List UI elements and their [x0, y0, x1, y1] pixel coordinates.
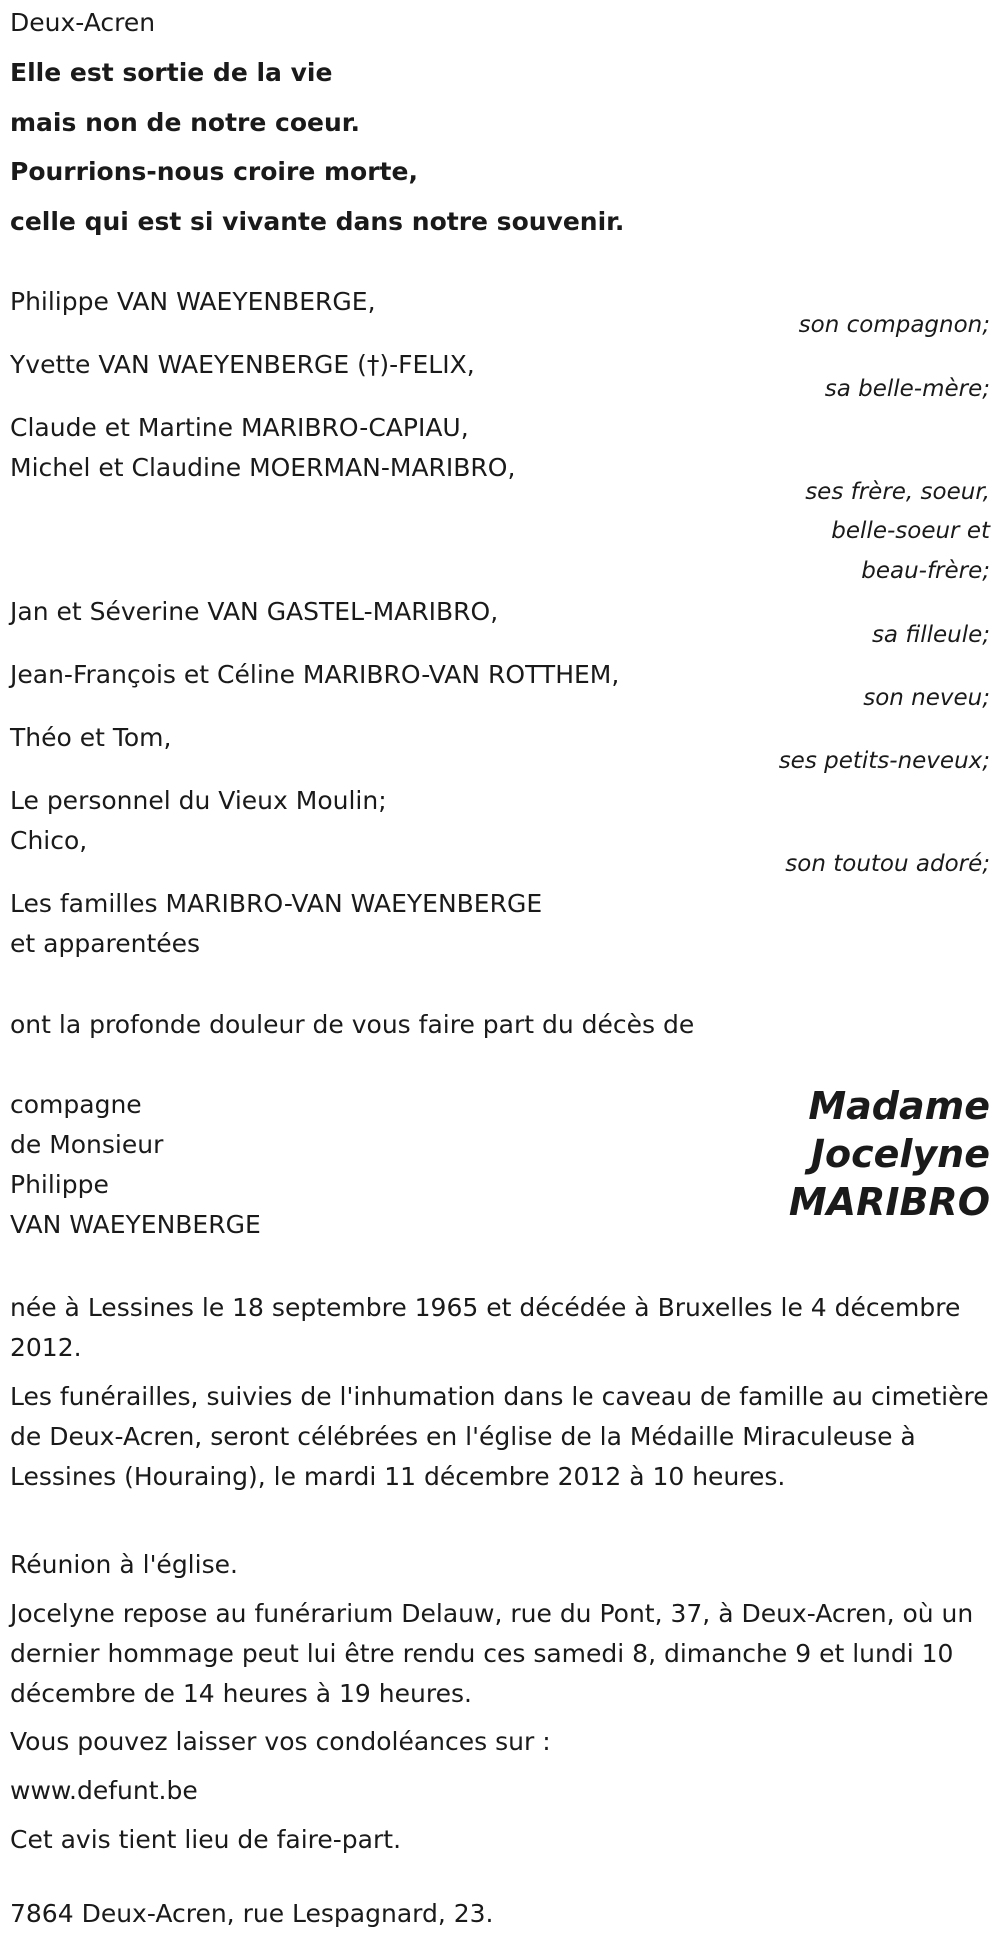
poem-line-1: Elle est sortie de la vie [10, 58, 333, 87]
mourner-name: et apparentées [10, 929, 201, 958]
mourner-relation: sa filleule; [871, 622, 990, 648]
mourner-relation: ses petits-neveux; [778, 748, 990, 774]
deceased-title: Madame [808, 1084, 990, 1128]
mourner-name: Le personnel du Vieux Moulin; [10, 786, 387, 815]
companion-line: compagne [10, 1090, 142, 1119]
address: 7864 Deux-Acren, rue Lespagnard, 23. [10, 1899, 494, 1928]
mourner-relation: son compagnon; [798, 312, 990, 338]
mourner-name: Jan et Séverine VAN GASTEL-MARIBRO, [10, 597, 499, 626]
mourner-relation: son neveu; [863, 685, 990, 711]
poem-line-3: Pourrions-nous croire morte, [10, 157, 418, 186]
deceased-name [789, 1082, 990, 1226]
mourner-name: Théo et Tom, [10, 723, 172, 752]
poem-line-2: mais non de notre coeur. [10, 108, 361, 137]
notice-paragraph: Cet avis tient lieu de faire-part. [10, 1825, 402, 1854]
mourner-name: Jean-François et Céline MARIBRO-VAN ROTTHEM, [10, 660, 620, 689]
poem-line-4: celle qui est si vivante dans notre souvenir. [10, 207, 625, 236]
deceased-last-name: MARIBRO [788, 1180, 990, 1224]
announcement-text: ont la profonde douleur de vous faire part du décès de [10, 1010, 695, 1039]
mourner-name: Michel et Claudine MOERMAN-MARIBRO, [10, 453, 516, 482]
deceased-first-name: Jocelyne [810, 1132, 990, 1176]
mourner-relation: son toutou adoré; [785, 851, 990, 877]
mourner-name: Philippe VAN WAEYENBERGE, [10, 287, 376, 316]
condolences-paragraph: Vous pouvez laisser vos condoléances sur : [10, 1727, 551, 1756]
mourner-relation: ses frère, soeur, [805, 479, 990, 505]
meeting-paragraph: Réunion à l'église. [10, 1550, 238, 1579]
mourner-relation: belle-soeur et [831, 518, 990, 544]
location-heading: Deux-Acren [10, 8, 156, 37]
mourner-name: Claude et Martine MARIBRO-CAPIAU, [10, 413, 469, 442]
mourner-name: Yvette VAN WAEYENBERGE (†)-FELIX, [10, 350, 475, 379]
mourner-name: Chico, [10, 826, 88, 855]
birth-death-paragraph: née à Lessines le 18 septembre 1965 et décédée à Bruxelles le 4 décembre 2012. [10, 1293, 961, 1362]
funeral-paragraph: Les funérailles, suivies de l'inhumation dans le caveau de famille au cimetière de Deux-Acren, seront célébrées en l'église de la Médaille Miraculeuse à Lessines (Houraing), le mardi 11 décembre 2012 à 10 heures. [10, 1382, 989, 1491]
mourner-name: Les familles MARIBRO-VAN WAEYENBERGE [10, 889, 543, 918]
companion-line: VAN WAEYENBERGE [10, 1210, 261, 1239]
mourner-relation: sa belle-mère; [824, 376, 990, 402]
viewing-paragraph: Jocelyne repose au funérarium Delauw, rue du Pont, 37, à Deux-Acren, où un dernier hommage peut lui être rendu ces samedi 8, dimanche 9 et lundi 10 décembre de 14 heures à 19 heures. [10, 1599, 974, 1708]
website-link[interactable]: www.defunt.be [10, 1776, 198, 1805]
mourner-relation: beau-frère; [861, 558, 990, 584]
companion-line: Philippe [10, 1170, 109, 1199]
companion-line: de Monsieur [10, 1130, 164, 1159]
